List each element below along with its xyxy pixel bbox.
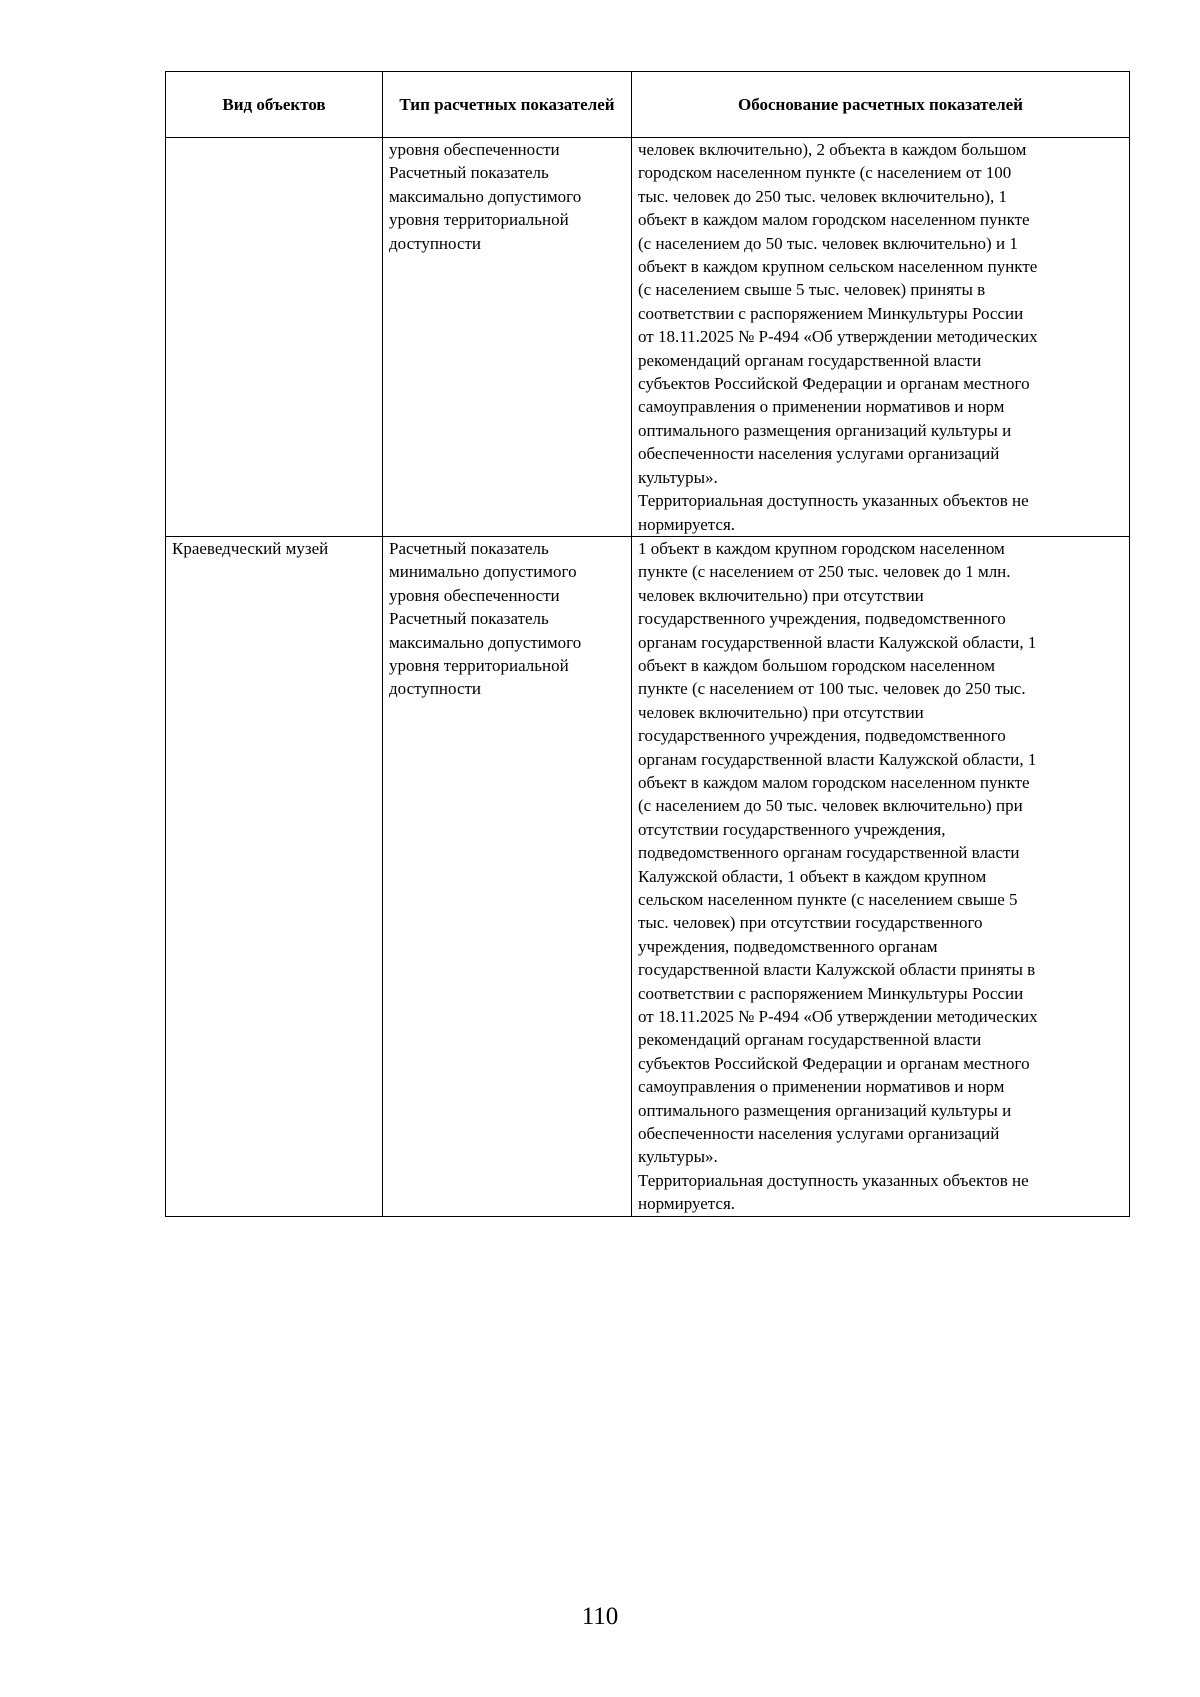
justification-line: подведомственного органам государственной власти	[638, 843, 1020, 863]
indicator-line: Расчетный показатель	[389, 609, 549, 629]
justification-line: соответствии с распоряжением Минкультуры России	[638, 303, 1024, 323]
indicator-line: минимально допустимого	[389, 562, 577, 582]
table-row	[166, 138, 1130, 537]
indicator-line: уровня территориальной	[389, 655, 569, 675]
indicator-line: доступности	[389, 679, 482, 699]
justification-line: органам государственной власти Калужской области, 1	[638, 632, 1037, 652]
justification-line: 1 объект в каждом крупном городском населенном	[638, 538, 1005, 558]
header-object-type: Вид объектов	[166, 72, 383, 138]
justification-line: культуры».	[638, 467, 718, 487]
indicators-table	[165, 71, 1130, 1217]
justification-line: (с населением до 50 тыс. человек включительно) при	[638, 796, 1023, 816]
justification-line: государственного учреждения, подведомственного	[638, 726, 1006, 746]
indicator-line: уровня обеспеченности	[389, 585, 560, 605]
justification-line: обеспеченности населения услугами организаций	[638, 444, 1000, 464]
cell-object-type: Краеведческий музей	[166, 536, 383, 1216]
justification-line: человек включительно), 2 объекта в каждом большом	[638, 140, 1027, 159]
indicator-line: доступности	[389, 233, 482, 253]
justification-line: от 18.11.2025 № Р-494 «Об утверждении методических	[638, 1007, 1038, 1027]
justification-line: объект в каждом большом городском населенном	[638, 655, 996, 675]
justification-line: субъектов Российской Федерации и органам местного	[638, 1053, 1030, 1073]
justification-line: нормируется.	[638, 1194, 736, 1214]
justification-line: человек включительно) при отсутствии	[638, 702, 924, 722]
justification-line: тыс. человек) при отсутствии государственного	[638, 913, 983, 933]
justification-line: оптимального размещения организаций культуры и	[638, 1100, 1012, 1120]
cell-object-type	[166, 138, 383, 537]
justification-line: (с населением до 50 тыс. человек включительно) и 1	[638, 233, 1018, 253]
justification-line: отсутствии государственного учреждения,	[638, 819, 946, 839]
justification-line: (с населением свыше 5 тыс. человек) приняты в	[638, 280, 986, 300]
justification-line: рекомендаций органам государственной власти	[638, 350, 982, 370]
justification-line: самоуправления о применении нормативов и норм	[638, 397, 1005, 417]
justification-line: объект в каждом малом городском населенном пункте	[638, 772, 1030, 792]
cell-justification	[632, 138, 1130, 537]
justification-line: субъектов Российской Федерации и органам местного	[638, 374, 1030, 394]
indicator-line: максимально допустимого	[389, 186, 582, 206]
justification-line: соответствии с распоряжением Минкультуры России	[638, 983, 1024, 1003]
justification-line: культуры».	[638, 1147, 718, 1167]
justification-line: от 18.11.2025 № Р-494 «Об утверждении методических	[638, 327, 1038, 347]
justification-line: государственного учреждения, подведомственного	[638, 609, 1006, 629]
justification-line: объект в каждом крупном сельском населенном пункте	[638, 257, 1038, 277]
header-justification: Обоснование расчетных показателей	[632, 72, 1130, 138]
cell-justification	[632, 536, 1130, 1216]
indicator-line: уровня территориальной	[389, 210, 569, 230]
justification-line: пункте (с населением от 250 тыс. человек до 1 млн.	[638, 562, 1011, 582]
table-row	[166, 536, 1130, 1216]
justification-line: тыс. человек до 250 тыс. человек включительно), 1	[638, 186, 1008, 206]
indicator-line: уровня обеспеченности	[389, 140, 560, 159]
page-number: 110	[581, 1603, 619, 1630]
justification-line: человек включительно) при отсутствии	[638, 585, 924, 605]
justification-line: органам государственной власти Калужской области, 1	[638, 749, 1037, 769]
justification-line: обеспеченности населения услугами организаций	[638, 1124, 1000, 1144]
justification-line: Территориальная доступность указанных объектов не	[638, 491, 1029, 511]
justification-line: государственной власти Калужской области приняты в	[638, 960, 1036, 980]
cell-indicator-type	[383, 138, 632, 537]
justification-line: оптимального размещения организаций культуры и	[638, 420, 1012, 440]
justification-line: самоуправления о применении нормативов и норм	[638, 1077, 1005, 1097]
header-indicator-type: Тип расчетных показателей	[383, 72, 632, 138]
justification-line: Калужской области, 1 объект в каждом крупном	[638, 866, 987, 886]
indicator-line: максимально допустимого	[389, 632, 582, 652]
justification-line: городском населенном пункте (с населением от 100	[638, 163, 1012, 183]
indicator-line: Расчетный показатель	[389, 163, 549, 183]
cell-indicator-type	[383, 536, 632, 1216]
justification-line: объект в каждом малом городском населенном пункте	[638, 210, 1030, 230]
justification-line: учреждения, подведомственного органам	[638, 936, 938, 956]
justification-line: нормируется.	[638, 514, 736, 534]
justification-line: пункте (с населением от 100 тыс. человек до 250 тыс.	[638, 679, 1026, 699]
justification-line: рекомендаций органам государственной власти	[638, 1030, 982, 1050]
table-header-row	[166, 72, 1130, 138]
justification-line: сельском населенном пункте (с населением свыше 5	[638, 890, 1018, 909]
indicator-line: Расчетный показатель	[389, 538, 549, 558]
justification-line: Территориальная доступность указанных объектов не	[638, 1170, 1029, 1190]
